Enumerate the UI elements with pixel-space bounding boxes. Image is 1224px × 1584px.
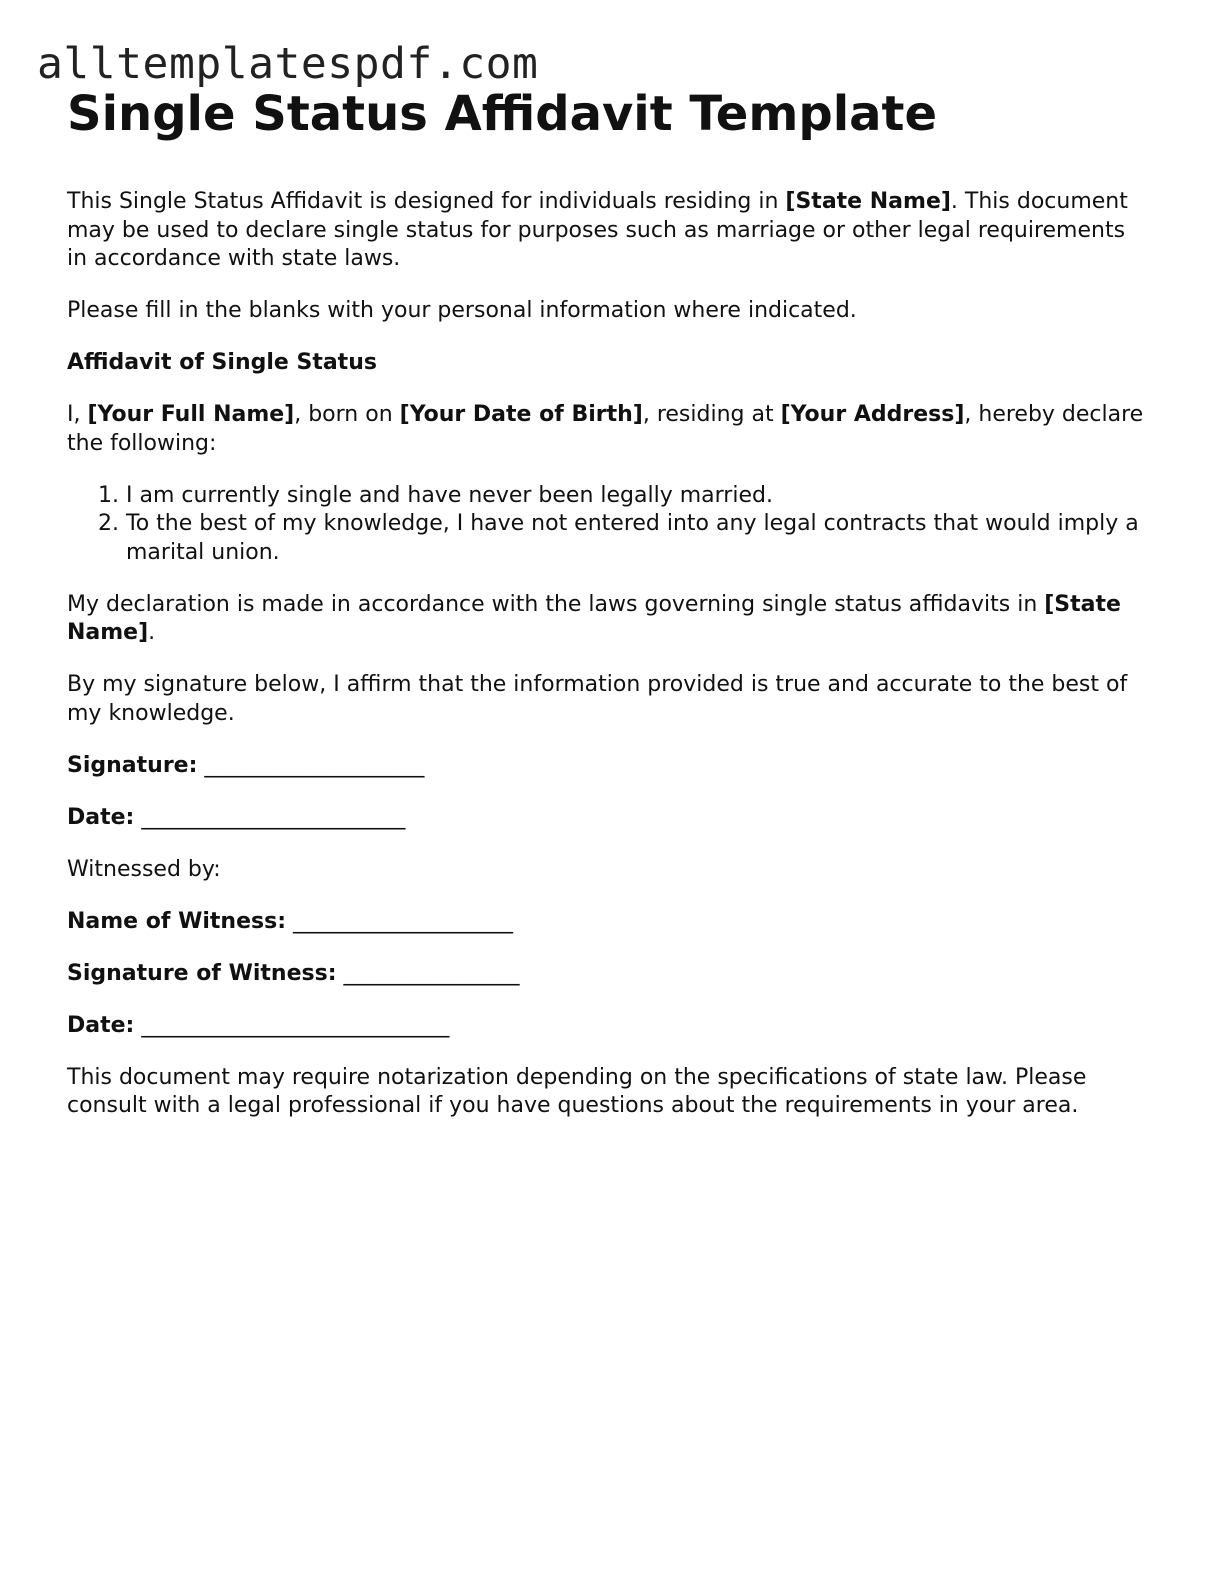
date-field (67, 804, 1147, 833)
witness-date-label: Date: (67, 1012, 135, 1038)
declaration-text: , born on (294, 402, 400, 427)
declaration-list (67, 482, 1147, 568)
signature-field (67, 752, 1147, 781)
address-placeholder: [Your Address] (780, 402, 965, 427)
signature-blank[interactable]: ____________________ (204, 752, 425, 778)
intro-paragraph (67, 188, 1147, 274)
signature-label: Signature: (67, 752, 198, 778)
list-item: 1. I am currently single and have never been legally married. (126, 482, 1147, 511)
accordance-text-after: . (148, 620, 156, 645)
declaration-paragraph (67, 401, 1147, 458)
list-item: 2. To the best of my knowledge, I have not entered into any legal contracts that would imply a marital union. (126, 510, 1147, 567)
witness-signature-field (67, 960, 1147, 989)
date-blank[interactable]: ________________________ (141, 804, 406, 830)
instruction-paragraph: Please fill in the blanks with your personal information where indicated. (67, 298, 857, 323)
accordance-paragraph (67, 591, 1147, 648)
date-of-birth-placeholder: [Your Date of Birth] (399, 402, 643, 427)
declaration-text: , residing at (642, 402, 781, 427)
document-body (67, 84, 1147, 1144)
full-name-placeholder: [Your Full Name] (87, 402, 295, 427)
section-heading: Affidavit of Single Status (67, 350, 377, 375)
affirmation-paragraph: By my signature below, I affirm that the information provided is true and accurate to the best of my knowledge. (67, 672, 1128, 726)
witness-name-blank[interactable]: ____________________ (293, 908, 514, 934)
witness-name-field (67, 908, 1147, 937)
footer-note: This document may require notarization depending on the specifications of state law. Please consult with a legal professional if you have questions about the requirements in your area. (67, 1064, 1087, 1118)
intro-text-before: This Single Status Affidavit is designed for individuals residing in (67, 189, 786, 214)
intro-text-after: . This document may be used to declare single status for purposes such as marriage or other legal requirements in accordance with state laws. (67, 189, 1128, 271)
witness-signature-blank[interactable]: ________________ (343, 960, 520, 986)
page-title: Single Status Affidavit Template (67, 86, 938, 142)
witness-name-label: Name of Witness: (67, 908, 287, 934)
witness-signature-label: Signature of Witness: (67, 960, 337, 986)
witnessed-by-label: Witnessed by: (67, 856, 221, 882)
witness-date-blank[interactable]: ____________________________ (141, 1012, 450, 1038)
site-watermark: alltemplatespdf.com (37, 39, 539, 89)
declaration-text: I, (67, 402, 88, 427)
accordance-text-before: My declaration is made in accordance with the laws governing single status affidavits in (67, 591, 1045, 617)
accordance-state-placeholder: [State Name] (67, 591, 1121, 645)
declaration-text: , hereby declare the following: (67, 402, 1144, 456)
witness-date-field (67, 1012, 1147, 1041)
date-label: Date: (67, 804, 135, 830)
intro-state-placeholder: [State Name] (785, 189, 951, 214)
